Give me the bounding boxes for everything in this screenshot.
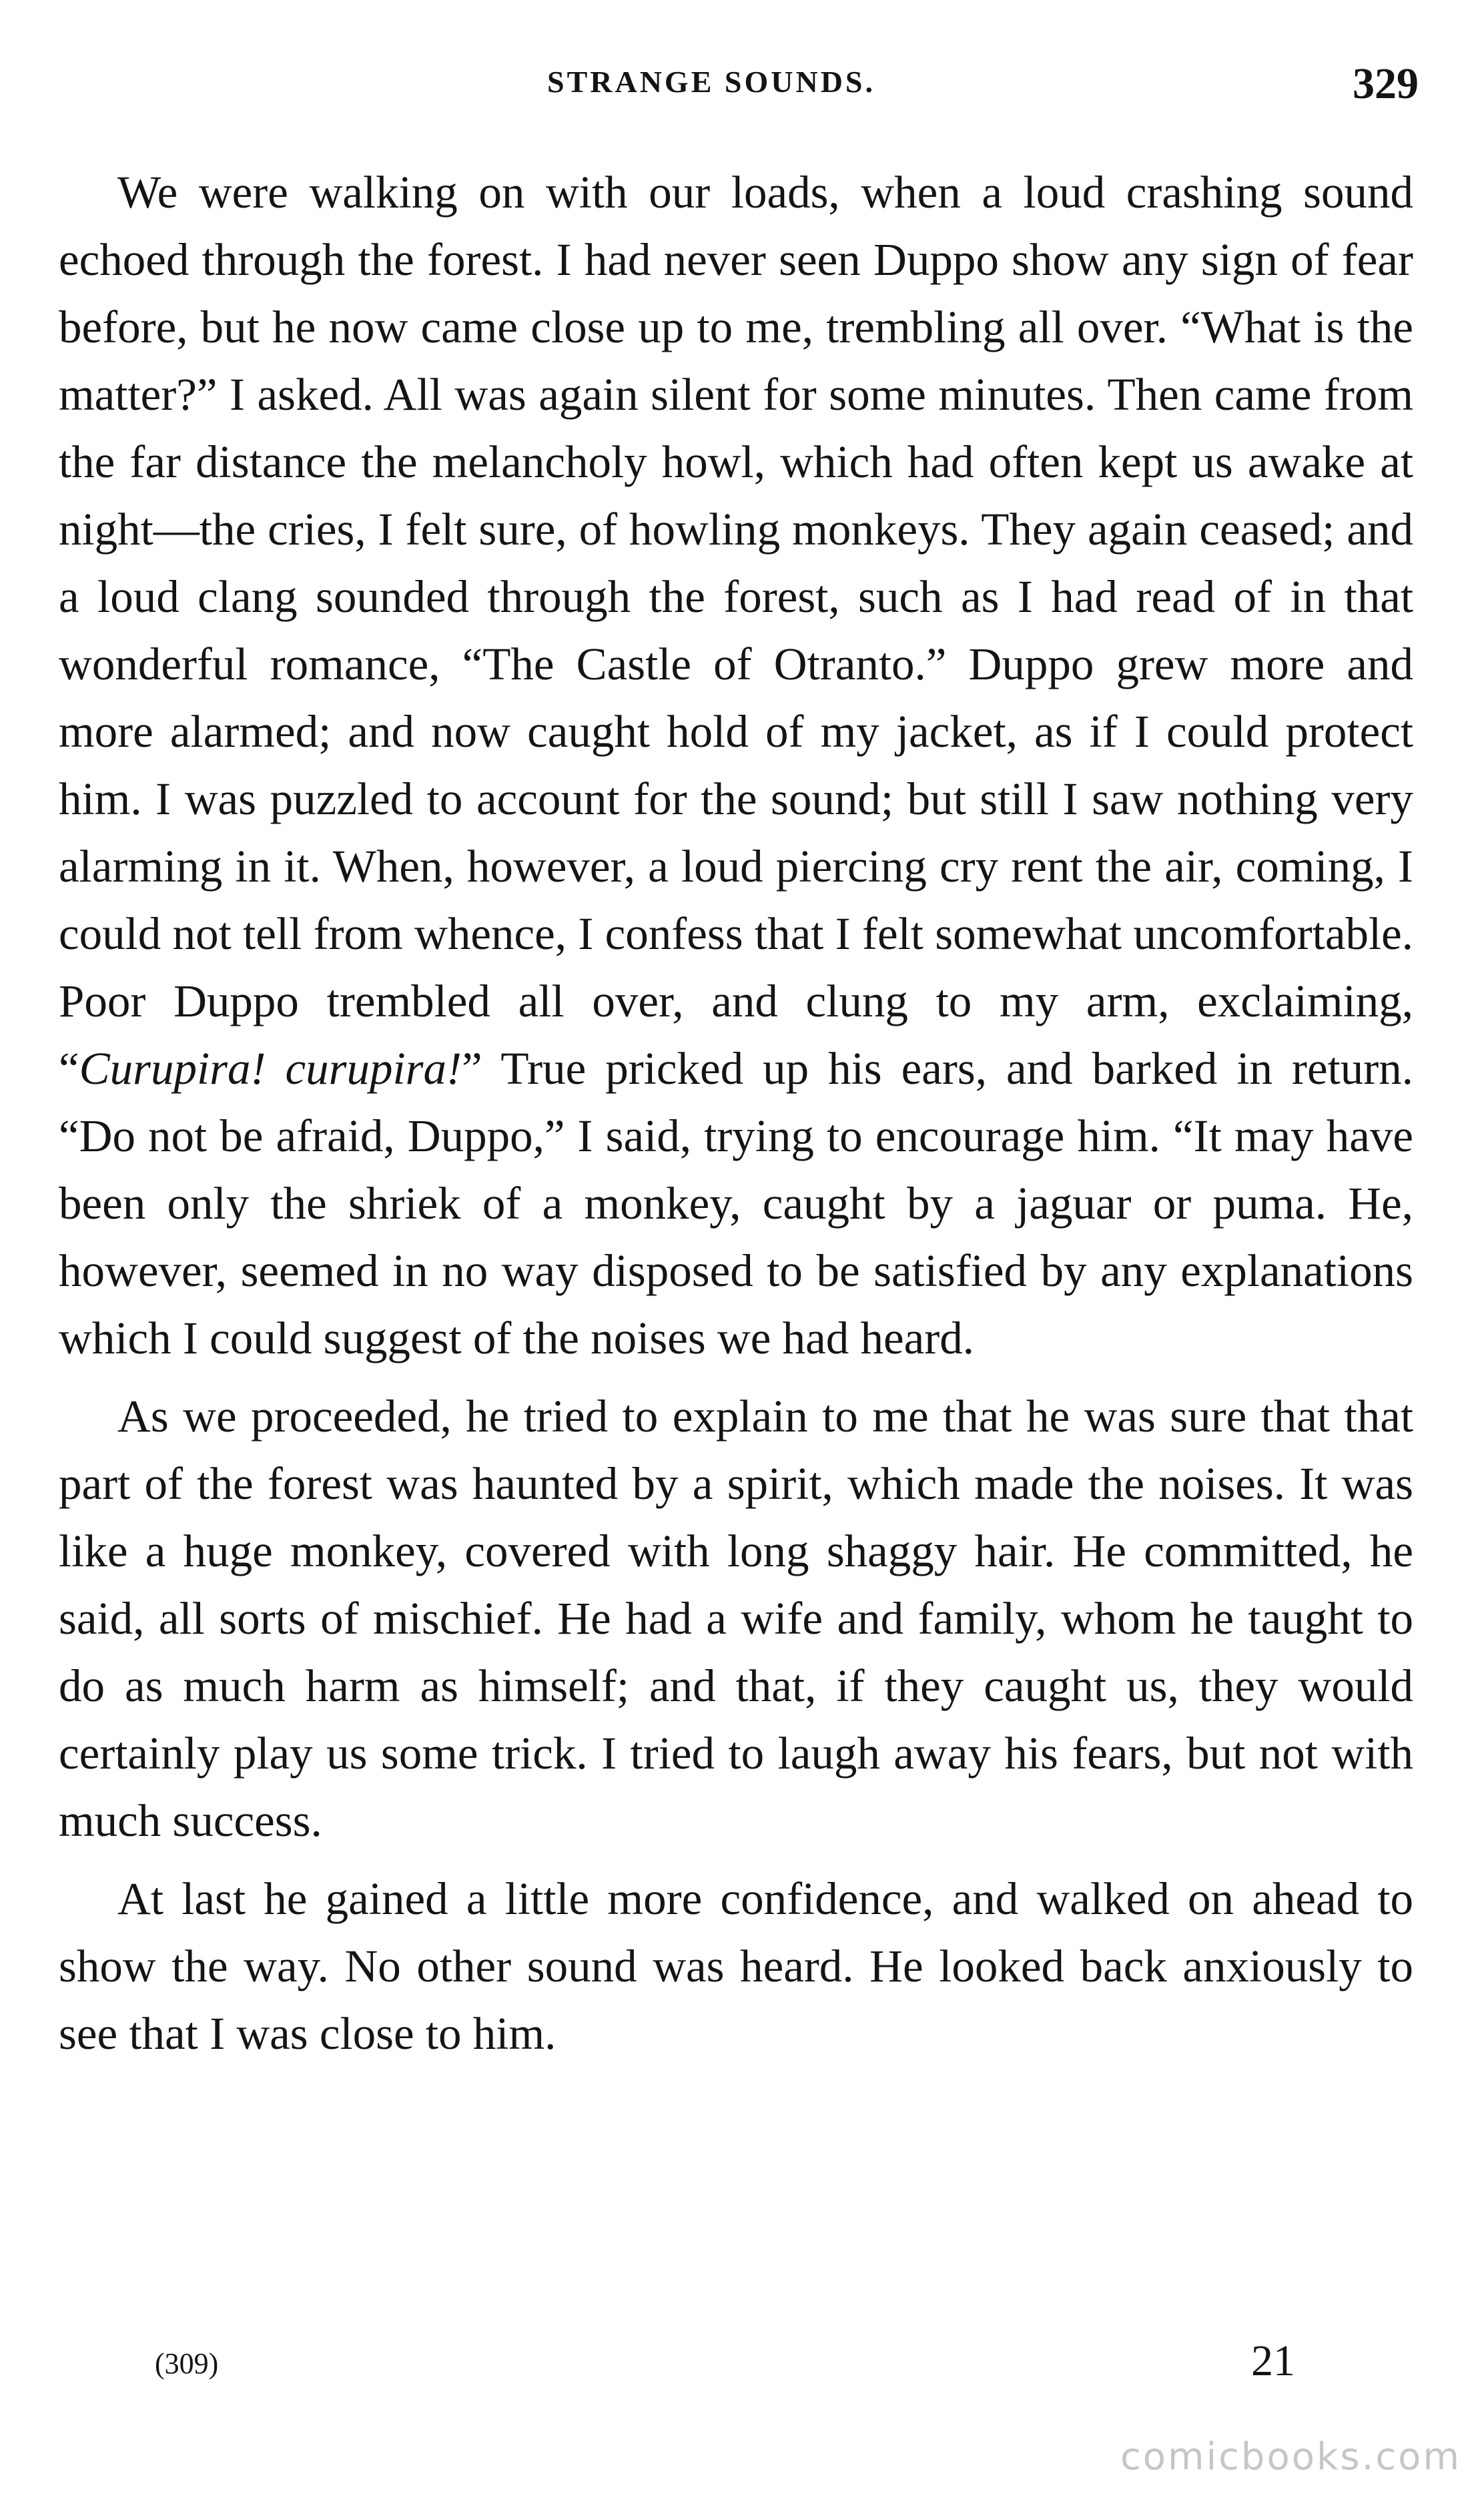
running-title: STRANGE SOUNDS. (547, 65, 875, 99)
running-head (0, 59, 1484, 139)
paragraph-1-text-start: We were walking on with our loads, when a loud crashing sound echoed through the forest. I had never seen Duppo show any sign of fear before, but he now came close up to me, trembling all over. “What is the matter?” I asked. All was again silent for some minutes. Then came from the far distance the melancholy howl, which had often kept us awake at night—the cries, I felt sure, of howling monkeys. They again ceased; and a loud clang sounded through the forest, such as I had read of in that wonderful romance, “The Castle of Otranto.” Duppo grew more and more alarmed; and now caught hold of my jacket, as if I could protect him. I was puzzled to account for the sound; but still I saw nothing very alarming in it. When, however, a loud piercing cry rent the air, coming, I could not tell from whence, I confess that I felt somewhat uncomfortable. Poor Duppo trembled all over, and clung to my arm, exclaiming, “ (59, 167, 1413, 1094)
paragraph-1 (59, 159, 1413, 1372)
body-text (59, 159, 1413, 2068)
printer-signature: (309) (155, 2347, 219, 2380)
paragraph-1-italic-exclamation: Curupira! curupira! (79, 1043, 462, 1094)
paragraph-3: At last he gained a little more confidence, and walked on ahead to show the way. No other sound was heard. He looked back anxiously to see that I was close to him. (59, 1873, 1413, 2059)
watermark-logo: comicbooks.com (1120, 2435, 1461, 2479)
signature-mark: 21 (1251, 2336, 1295, 2385)
paragraph-1-text-end: ” True pricked up his ears, and barked in return. “Do not be afraid, Duppo,” I said, trying to encourage him. “It may have been only the shriek of a monkey, caught by a jaguar or puma. He, however, seemed in no way disposed to be satisfied by any explanations which I could suggest of the noises we had heard. (59, 1043, 1413, 1363)
paragraph-2: As we proceeded, he tried to explain to me that he was sure that that part of the forest was haunted by a spirit, which made the noises. It was like a huge monkey, covered with long shaggy hair. He committed, he said, all sorts of mischief. He had a wife and family, whom he taught to do as much harm as himself; and that, if they caught us, they would certainly play us some trick. I tried to laugh away his fears, but not with much success. (59, 1391, 1413, 1846)
page-number: 329 (1353, 59, 1419, 108)
